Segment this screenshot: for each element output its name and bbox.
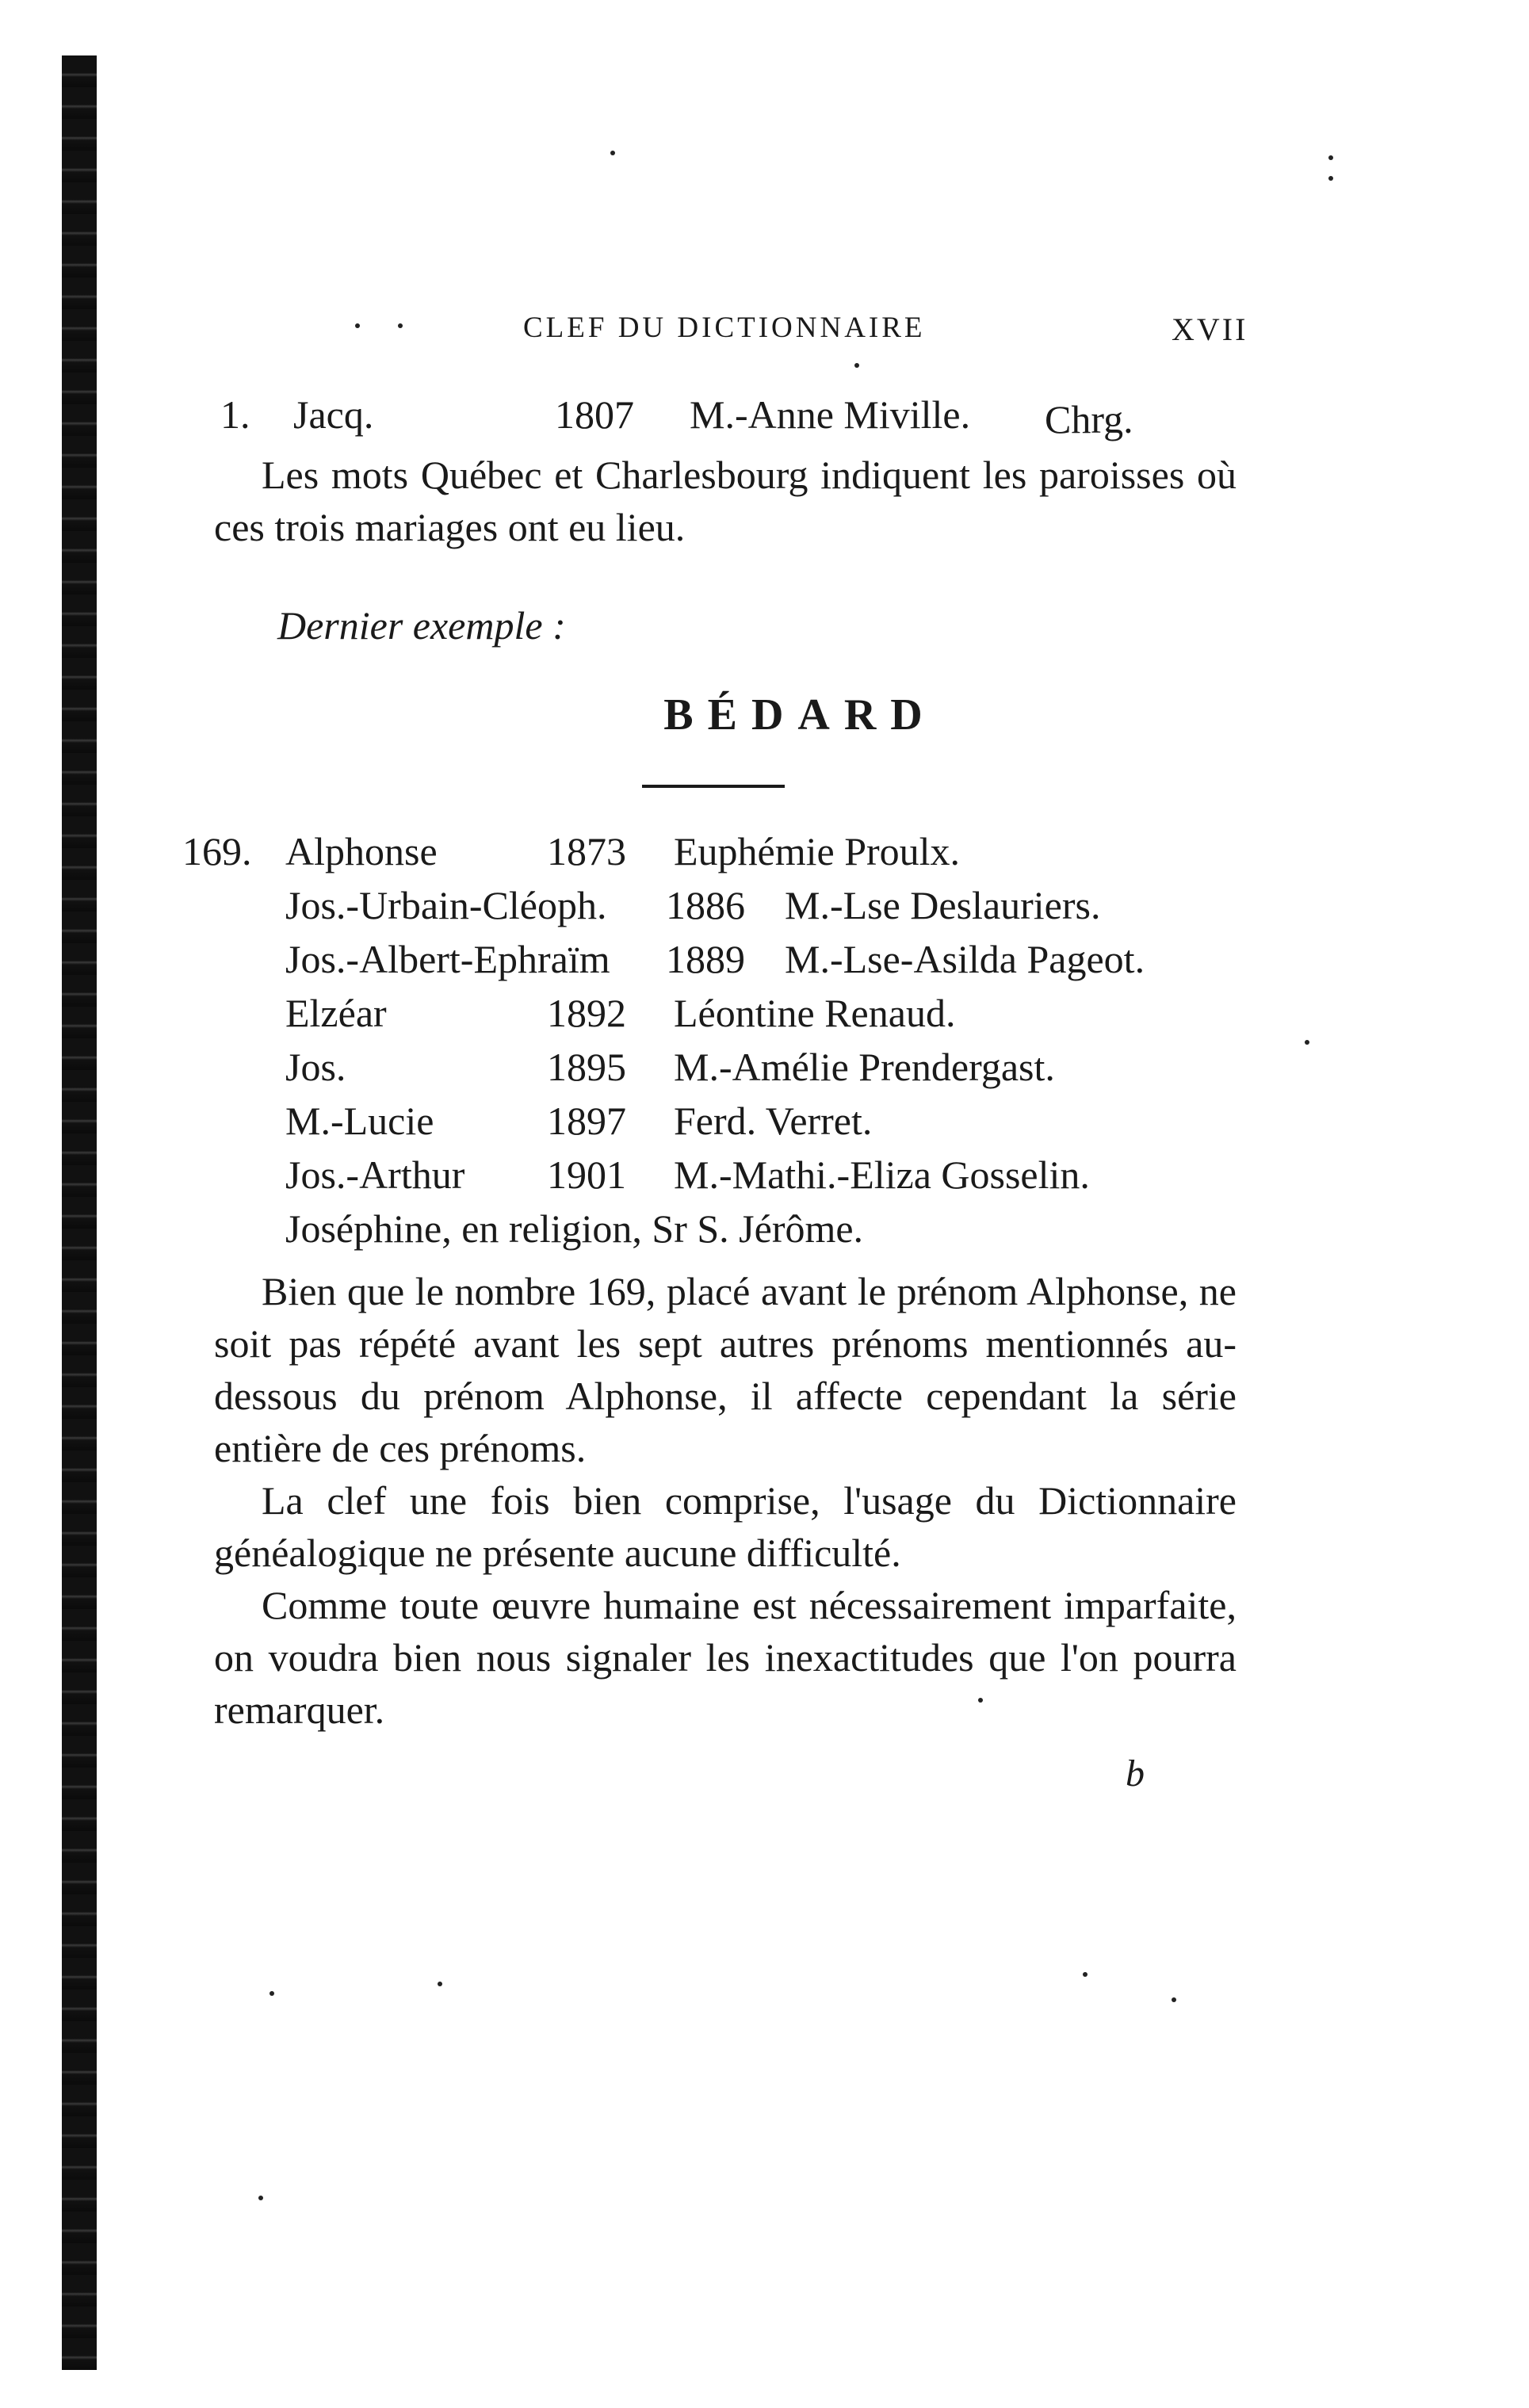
- religious-line: Joséphine, en religion, Sr S. Jérôme.: [285, 1206, 864, 1251]
- entry-spouse: Euphémie Proulx.: [674, 829, 961, 873]
- heading-rule: [642, 785, 785, 788]
- page-number: XVII: [1172, 312, 1248, 347]
- paragraph-closing: Comme toute œuvre humaine est nécessairement imparfaite, on voudra bien nous signaler les inexactitudes que l'on pourra remarquer.: [214, 1583, 1237, 1732]
- scan-speck: [438, 1982, 442, 1986]
- signature-mark: b: [1126, 1752, 1145, 1795]
- family-heading: BÉDARD: [663, 690, 937, 740]
- scan-speck: [1172, 1997, 1176, 2002]
- scan-speck: [1328, 176, 1333, 181]
- paragraph-parishes: Les mots Québec et Charlesbourg indiquent les paroisses où ces trois mariages ont eu lieu.: [214, 453, 1237, 549]
- entry-spouse: Léontine Renaud.: [674, 991, 956, 1035]
- entry-year: 1889: [666, 937, 745, 981]
- entry-year: 1895: [547, 1045, 626, 1089]
- entry-spouse: Ferd. Verret.: [674, 1099, 873, 1143]
- scan-speck: [269, 1991, 274, 1996]
- running-title: CLEF DU DICTIONNAIRE: [523, 312, 926, 344]
- entry-name: Jos.-Albert-Ephraïm: [285, 937, 610, 981]
- entry-year: 1886: [666, 883, 745, 927]
- scan-speck: [1305, 1040, 1309, 1045]
- entry-year: 1901: [547, 1152, 626, 1197]
- entry-spouse: M.-Mathi.-Eliza Gosselin.: [674, 1152, 1090, 1197]
- scan-speck: [610, 151, 615, 155]
- entry-year: 1892: [547, 991, 626, 1035]
- entry-name: M.-Lucie: [285, 1099, 434, 1143]
- first-entry-year: 1807: [555, 392, 634, 437]
- example-label: Dernier exemple :: [277, 603, 566, 648]
- entry-name: Jos.-Arthur: [285, 1152, 465, 1197]
- entry-spouse: M.-Amélie Prendergast.: [674, 1045, 1055, 1089]
- entry-name: Elzéar: [285, 991, 387, 1035]
- first-entry-spouse: M.-Anne Miville.: [690, 392, 971, 437]
- scan-speck: [258, 2196, 263, 2200]
- paragraph-explanation: Bien que le nombre 169, placé avant le prénom Alphonse, ne soit pas répété avant les sept autres prénoms mentionnés au-dessous du prénom Alphonse, il affecte cependant la série entière de ces prénoms.: [214, 1269, 1237, 1470]
- entry-spouse: M.-Lse-Asilda Pageot.: [785, 937, 1145, 981]
- entry-year: 1897: [547, 1099, 626, 1143]
- first-entry-number: 1.: [220, 392, 250, 437]
- entry-name: Alphonse: [285, 829, 438, 873]
- entry-spouse: M.-Lse Deslauriers.: [785, 883, 1101, 927]
- paragraph-usage: La clef une fois bien comprise, l'usage du Dictionnaire généalogique ne présente aucune difficulté.: [214, 1478, 1237, 1575]
- scan-speck: [854, 363, 859, 368]
- first-entry-place: Chrg.: [1045, 397, 1133, 441]
- entry-name: Jos.-Urbain-Cléoph.: [285, 883, 607, 927]
- entry-number: 169.: [182, 829, 252, 873]
- first-entry-name: Jacq.: [293, 392, 374, 437]
- scan-speck: [355, 323, 360, 328]
- scan-speck: [1083, 1972, 1088, 1977]
- scan-speck: [1328, 155, 1333, 160]
- scan-speck: [398, 323, 403, 328]
- scan-speck: [978, 1698, 983, 1703]
- entry-year: 1873: [547, 829, 626, 873]
- entry-name: Jos.: [285, 1045, 346, 1089]
